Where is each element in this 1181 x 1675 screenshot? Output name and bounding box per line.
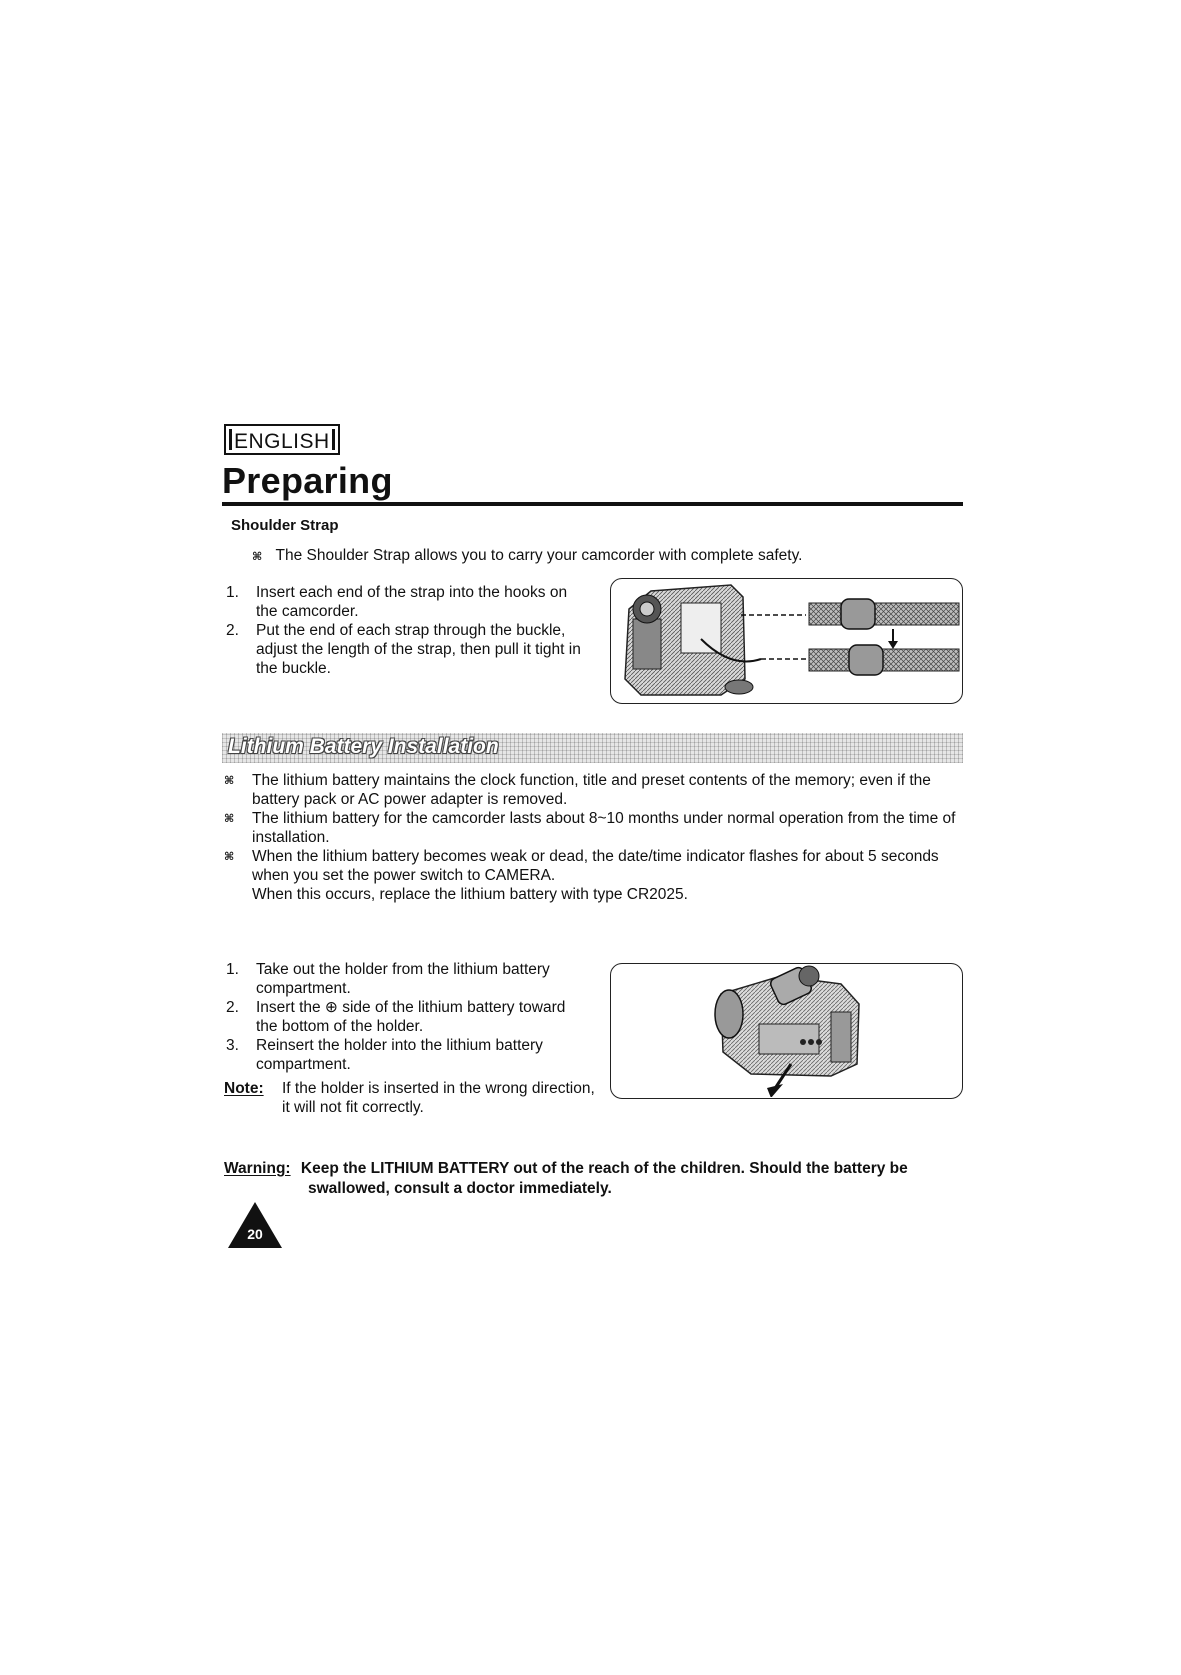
warning-label: Warning: (224, 1160, 291, 1177)
bullet-icon: ⌘ (252, 551, 262, 563)
bullet-icon: ⌘ (224, 813, 234, 825)
language-label: ENGLISH (224, 424, 340, 455)
list-item: 3. Reinsert the holder into the lithium battery compartment. (226, 1037, 543, 1073)
list-item: ⌘ The lithium battery maintains the clock function, title and preset contents of the memory; even if the battery pack or AC power adapter is removed. (224, 772, 931, 808)
list-item: ⌘ The lithium battery for the camcorder lasts about 8~10 months under normal operation from the time of installation. (224, 810, 956, 846)
page-number: 20 (247, 1226, 263, 1242)
shoulder-strap-illustration (610, 578, 963, 704)
title-divider (222, 502, 963, 506)
warning: Warning: Keep the LITHIUM BATTERY out of the reach of the children. Should the battery be swallowed, consult a doctor immediately. (224, 1160, 908, 1197)
bullet-icon: ⌘ (224, 851, 234, 863)
page-title: Preparing (222, 460, 393, 501)
shoulder-strap-heading: Shoulder Strap (231, 517, 339, 534)
camcorder-battery-drawing (611, 964, 961, 1097)
shoulder-strap-steps (226, 583, 596, 678)
list-item: 2. Put the end of each strap through the buckle, adjust the length of the strap, then pull it tight in the buckle. (226, 622, 581, 677)
page-number-badge (226, 1200, 284, 1250)
list-item: ⌘ When the lithium battery becomes weak or dead, the date/time indicator flashes for about 5 seconds when you set the power switch to CAMERA. When this occurs, replace the lithium battery with type CR2025. (224, 848, 939, 903)
note: Note: If the holder is inserted in the wrong direction, it will not fit correctly. (224, 1080, 595, 1116)
list-item: 1. Take out the holder from the lithium battery compartment. (226, 961, 550, 997)
triangle-icon (226, 1200, 284, 1250)
bullet-icon: ⌘ (224, 775, 234, 787)
note-label: Note: (224, 1080, 264, 1097)
lithium-steps (226, 960, 596, 1074)
lithium-battery-heading: Lithium Battery Installation (228, 735, 499, 758)
lithium-battery-illustration (610, 963, 963, 1099)
list-item: 1. Insert each end of the strap into the hooks on the camcorder. (226, 584, 568, 620)
shoulder-strap-bullet: ⌘ The Shoulder Strap allows you to carry your camcorder with complete safety. (252, 547, 803, 564)
lithium-bullets (224, 771, 969, 904)
camcorder-strap-drawing (611, 579, 961, 702)
list-item: 2. Insert the ⊕ side of the lithium battery toward the bottom of the holder. (226, 999, 566, 1035)
